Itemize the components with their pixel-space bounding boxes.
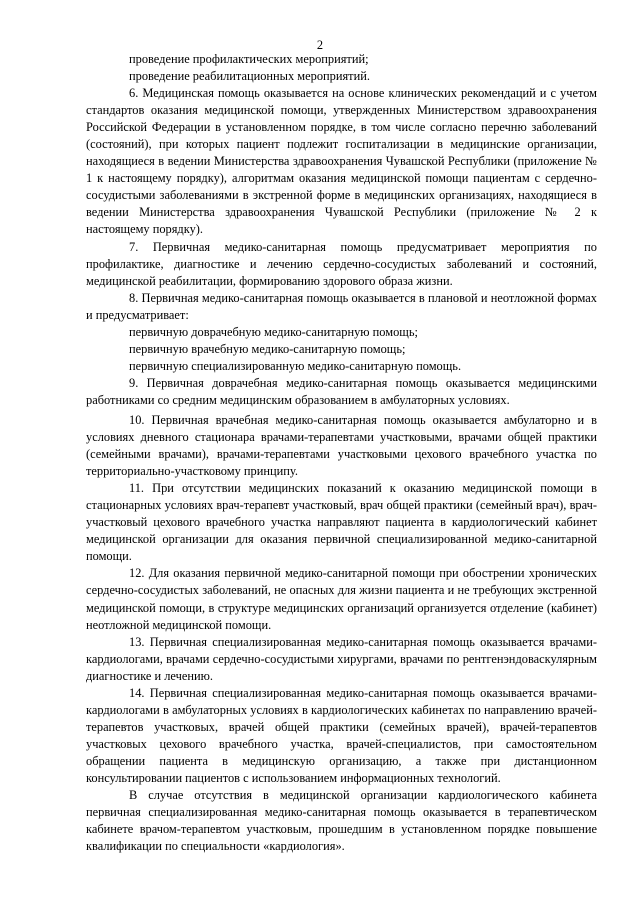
list-item-prevention: проведение профилактических мероприятий;	[129, 52, 369, 66]
document-body	[86, 51, 597, 855]
paragraph-8: 8. Первичная медико-санитарная помощь оказывается в плановой и неотложной формах и предусматривает:	[86, 290, 597, 322]
page-number: 2	[316, 38, 324, 52]
list-item-prehospital: первичную доврачебную медико-санитарную помощь;	[129, 324, 418, 339]
list-item-specialized: первичную специализированную медико-санитарную помощь.	[129, 358, 462, 373]
list-item-physician: первичную врачебную медико-санитарную помощь;	[129, 341, 406, 356]
paragraph-7: 7. Первичная медико-санитарная помощь предусматривает мероприятия по профилактике, диагностике и лечению сердечно-сосудистых заболеваний и состояний, медицинской реабилитации, формированию здорового образа жизни.	[86, 239, 597, 288]
list-item-rehabilitation: проведение реабилитационных мероприятий.	[129, 69, 370, 84]
paragraph-9: 9. Первичная доврачебная медико-санитарная помощь оказывается медицинскими работниками со средним медицинским образованием в амбулаторных условиях.	[86, 375, 597, 407]
paragraph-6: 6. Медицинская помощь оказывается на основе клинических рекомендаций и с учетом стандартов оказания медицинской помощи, утвержденных Министерством здравоохранения Российской Федерации в установленном порядке, в том числе согласно перечню заболеваний (состояний), при которых пациент подлежит госпитализации в медицинские организации, находящиеся в ведении Министерства здравоохранения Чувашской Республики (приложение № 1 к настоящему порядку), алгоритмам оказания медицинской помощи пациентам с сердечно-сосудистыми заболеваниями в экстренной форме в медицинских организациях, находящиеся в ведении Министерства здравоохранения Чувашской Республики (приложение № 2 к настоящему порядку).	[86, 86, 597, 237]
paragraph-no-cardiology-office: В случае отсутствия в медицинской организации кардиологического кабинета первичная специализированная медико-санитарная помощь оказывается в терапевтическом кабинете врачом-терапевтом участковым, прошедшим в установленном порядке повышение квалификации по специальности «кардиология».	[86, 788, 597, 854]
paragraph-11: 11. При отсутствии медицинских показаний к оказанию медицинской помощи в стационарных условиях врач-терапевт участковый, врач общей практики (семейный врач), врач-участковый цехового врачебного участка направляют пациента в кардиологический кабинет медицинской организации для оказания первичной специализированной медико-санитарной помощи.	[86, 481, 597, 564]
paragraph-12: 12. Для оказания первичной медико-санитарной помощи при обострении хронических сердечно-сосудистых заболеваний, не опасных для жизни пациента и не требующих экстренной медицинской помощи, в структуре медицинских организаций организуется отделение (кабинет) неотложной медицинской помощи.	[86, 566, 597, 632]
paragraph-10: 10. Первичная врачебная медико-санитарная помощь оказывается амбулаторно и в условиях дневного стационара врачами-терапевтами участковыми, врачами общей практики (семейными врачами), врачами-терапевтами участковыми цехового врачебного участка по территориально-участковому принципу.	[86, 412, 597, 479]
paragraph-14: 14. Первичная специализированная медико-санитарная помощь оказывается врачами-кардиологами в амбулаторных условиях в кардиологических кабинетах по направлению врачей-терапевтов участковых, врачей общей практики (семейных врачей), врачей-терапевтов участковых цехового врачебного участка, врачей-специалистов, при самостоятельном обращении пациента в медицинскую организацию, а также при дистанционном консультировании пациентов с использованием информационных технологий.	[86, 685, 597, 785]
paragraph-13: 13. Первичная специализированная медико-санитарная помощь оказывается врачами-кардиологами, врачами сердечно-сосудистыми хирургами, врачами по рентгенэндоваскулярным диагностике и лечению.	[86, 634, 597, 683]
